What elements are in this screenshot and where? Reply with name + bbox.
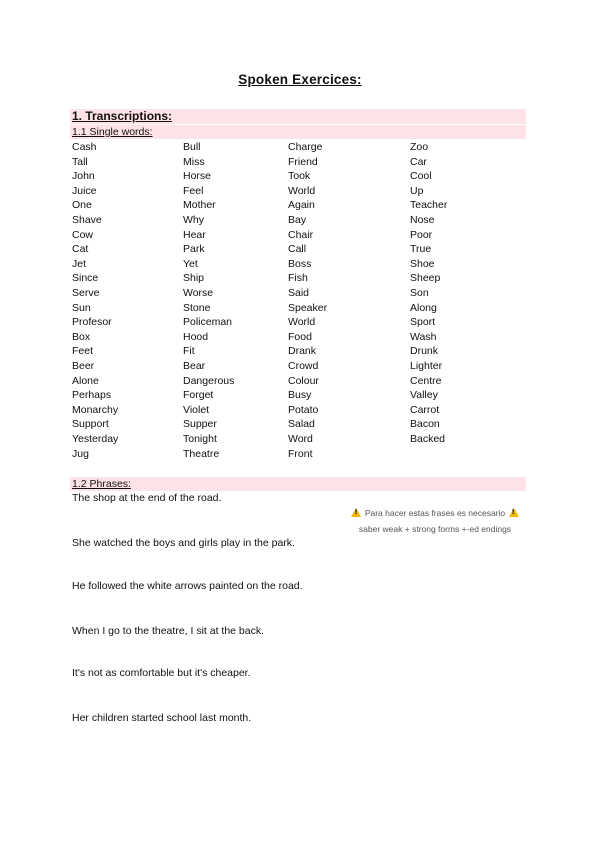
word-cell: Son <box>410 287 429 299</box>
word-cell: Ship <box>183 272 205 285</box>
word-cell: Hood <box>183 330 209 343</box>
word-cell: Policeman <box>183 316 233 329</box>
word-cell: Backed <box>410 433 446 445</box>
phrase-2: She watched the boys and girls play in the park. <box>72 537 295 549</box>
note-line-2: saber weak + strong forms +-ed endings <box>358 524 512 534</box>
word-cell: Mother <box>183 199 216 212</box>
phrase-1: The shop at the end of the road. <box>72 492 222 504</box>
phrase-5: It's not as comfortable but it's cheaper. <box>72 667 251 679</box>
word-cell: Juice <box>72 184 97 197</box>
word-cell: Up <box>410 184 424 197</box>
word-cell: Bay <box>288 214 307 226</box>
word-cell: Since <box>72 272 99 285</box>
phrase-4: When I go to the theatre, I sit at the back. <box>72 625 265 637</box>
word-cell: Poor <box>410 228 433 241</box>
word-cell: Word <box>288 433 313 445</box>
word-cell: Tall <box>72 155 88 168</box>
word-cell: Along <box>410 301 437 314</box>
word-cell: Serve <box>72 287 100 299</box>
word-cell: Friend <box>288 155 318 168</box>
page-title: Spoken Exercices: <box>238 72 362 87</box>
word-cell: Profesor <box>72 316 112 329</box>
word-cell: Dangerous <box>183 374 235 387</box>
word-cell: Yesterday <box>72 433 119 445</box>
word-cell: Sheep <box>410 272 441 285</box>
word-cell: Salad <box>288 418 315 431</box>
word-cell: Drank <box>288 345 317 358</box>
word-cell: Support <box>72 418 109 431</box>
word-cell: Lighter <box>410 360 443 372</box>
word-cell: Wash <box>410 330 437 343</box>
word-cell: Centre <box>410 374 442 387</box>
word-cell: Speaker <box>288 301 328 314</box>
word-cell: Cow <box>72 228 94 241</box>
word-cell: Hear <box>183 228 206 241</box>
subsection-heading-phrases: 1.2 Phrases: <box>70 477 526 491</box>
word-cell: Stone <box>183 301 211 314</box>
word-cell: Bacon <box>410 418 440 431</box>
word-cell: Fish <box>288 272 308 285</box>
word-cell: John <box>72 170 95 183</box>
word-cell: World <box>288 184 316 197</box>
word-cell: Feel <box>183 184 204 197</box>
word-cell: Said <box>288 287 310 299</box>
word-cell: Shoe <box>410 257 435 270</box>
warning-icon <box>351 508 361 517</box>
word-cell: Box <box>72 330 91 343</box>
word-cell: Boss <box>288 257 312 270</box>
word-cell: World <box>288 316 316 329</box>
word-cell: Zoo <box>410 141 429 153</box>
word-cell: Beer <box>72 360 95 372</box>
word-cell: Alone <box>72 374 99 387</box>
word-cell: Yet <box>183 257 198 270</box>
section-heading-transcriptions: 1. Transcriptions: <box>70 109 526 124</box>
word-cell: Horse <box>183 170 212 183</box>
word-cell: Nose <box>410 214 435 226</box>
word-cell: Shave <box>72 214 102 226</box>
word-cell: Forget <box>183 389 214 402</box>
warning-icon <box>509 508 519 517</box>
word-cell: Park <box>183 243 205 256</box>
word-cell: Valley <box>410 389 438 402</box>
word-cell: Again <box>288 199 315 212</box>
single-words-grid <box>0 140 600 470</box>
word-cell: One <box>72 199 92 212</box>
word-cell: Jug <box>72 447 89 460</box>
word-cell: Miss <box>183 155 205 168</box>
word-cell: Sport <box>410 316 436 329</box>
word-cell: Took <box>288 170 311 183</box>
note-line-1 <box>340 505 530 521</box>
word-cell: Cat <box>72 243 89 256</box>
phrase-6: Her children started school last month. <box>72 712 252 724</box>
word-cell: Cash <box>72 141 97 153</box>
word-cell: Worse <box>183 287 214 299</box>
word-cell: Why <box>183 214 204 226</box>
word-cell: Bull <box>183 141 201 153</box>
word-cell: Front <box>288 447 313 460</box>
phrases-note <box>340 505 530 537</box>
word-cell: Colour <box>288 374 319 387</box>
word-cell: Charge <box>288 141 323 153</box>
word-cell: Jet <box>72 257 87 270</box>
word-cell: Busy <box>288 389 312 402</box>
word-cell: Cool <box>410 170 432 183</box>
word-cell: Tonight <box>183 433 217 445</box>
word-cell: Theatre <box>183 447 220 460</box>
word-cell: Drunk <box>410 345 439 358</box>
word-cell: Supper <box>183 418 217 431</box>
word-cell: Car <box>410 155 427 168</box>
word-cell: Violet <box>183 403 210 416</box>
word-cell: Sun <box>72 301 91 314</box>
word-cell: Teacher <box>410 199 448 212</box>
word-cell: Food <box>288 330 312 343</box>
word-cell: Perhaps <box>72 389 112 402</box>
word-cell: Bear <box>183 360 206 372</box>
note-text-1: Para hacer estas frases es necesario <box>364 508 506 518</box>
word-cell: Monarchy <box>72 403 119 416</box>
phrase-3: He followed the white arrows painted on the road. <box>72 580 303 592</box>
word-cell: Fit <box>183 345 195 358</box>
word-cell: True <box>410 243 432 256</box>
word-cell: Call <box>288 243 307 256</box>
word-cell: Feet <box>72 345 94 358</box>
word-cell: Carrot <box>410 403 440 416</box>
subsection-heading-single-words: 1.1 Single words: <box>70 125 526 139</box>
word-cell: Potato <box>288 403 319 416</box>
word-cell: Chair <box>288 228 314 241</box>
word-cell: Crowd <box>288 360 319 372</box>
